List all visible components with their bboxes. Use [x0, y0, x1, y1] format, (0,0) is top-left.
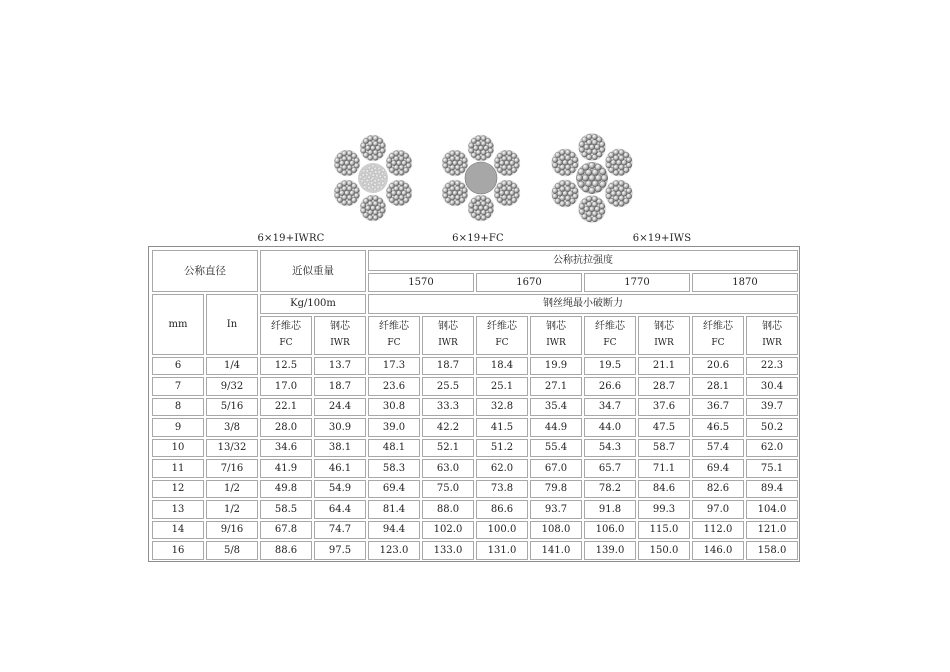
table-cell: 106.0: [584, 521, 636, 540]
table-cell: 17.3: [368, 357, 420, 376]
table-cell: 41.9: [260, 459, 312, 478]
table-cell: 9: [152, 418, 204, 437]
table-cell: 5/16: [206, 398, 258, 417]
table-cell: 34.7: [584, 398, 636, 417]
grade-1770-header: 1770: [584, 273, 690, 293]
table-cell: 86.6: [476, 500, 528, 519]
table-cell: 58.3: [368, 459, 420, 478]
table-cell: 46.1: [314, 459, 366, 478]
table-cell: 115.0: [638, 521, 690, 540]
spec-table-frame: [148, 246, 800, 562]
steel-core-label: 钢芯: [762, 321, 782, 333]
table-cell: 48.1: [368, 439, 420, 458]
steel-core-code: IWR: [546, 338, 566, 349]
fiber-core-subheader: [476, 316, 528, 355]
table-cell: 27.1: [530, 377, 582, 396]
table-cell: 28.1: [692, 377, 744, 396]
table-cell: 139.0: [584, 541, 636, 560]
table-cell: 69.4: [692, 459, 744, 478]
mm-column-header: mm: [152, 294, 204, 355]
table-cell: 74.7: [314, 521, 366, 540]
steel-core-subheader: [314, 316, 366, 355]
table-cell: 34.6: [260, 439, 312, 458]
table-cell: 75.1: [746, 459, 798, 478]
table-row: [152, 398, 798, 417]
table-cell: 97.5: [314, 541, 366, 560]
table-cell: 158.0: [746, 541, 798, 560]
table-cell: 88.6: [260, 541, 312, 560]
table-row: [152, 500, 798, 519]
table-cell: 14: [152, 521, 204, 540]
table-cell: 18.7: [314, 377, 366, 396]
table-row: [152, 521, 798, 540]
fiber-core-code: FC: [495, 338, 509, 349]
table-cell: 62.0: [476, 459, 528, 478]
table-cell: 26.6: [584, 377, 636, 396]
steel-core-label: 钢芯: [438, 321, 458, 333]
fiber-core-label: 纤维芯: [703, 321, 733, 333]
table-cell: 13: [152, 500, 204, 519]
table-cell: 55.4: [530, 439, 582, 458]
table-cell: 41.5: [476, 418, 528, 437]
grade-1570-header: 1570: [368, 273, 474, 293]
approx-weight-header: 近似重量: [260, 250, 366, 292]
table-cell: 88.0: [422, 500, 474, 519]
table-cell: 8: [152, 398, 204, 417]
table-cell: 32.8: [476, 398, 528, 417]
table-cell: 9/32: [206, 377, 258, 396]
table-cell: 112.0: [692, 521, 744, 540]
figure-caption-fc: 6×19+FC: [452, 233, 504, 244]
table-cell: 62.0: [746, 439, 798, 458]
table-cell: 102.0: [422, 521, 474, 540]
table-cell: 89.4: [746, 480, 798, 499]
table-cell: 16: [152, 541, 204, 560]
fiber-core-code: FC: [711, 338, 725, 349]
wire-rope-spec-table: [150, 248, 800, 562]
table-cell: 123.0: [368, 541, 420, 560]
table-cell: 82.6: [692, 480, 744, 499]
table-cell: 42.2: [422, 418, 474, 437]
table-cell: 25.5: [422, 377, 474, 396]
fiber-core-subheader: [368, 316, 420, 355]
table-cell: 97.0: [692, 500, 744, 519]
figure-caption-iwrc: 6×19+IWRC: [257, 233, 325, 244]
table-cell: 47.5: [638, 418, 690, 437]
table-cell: 30.8: [368, 398, 420, 417]
table-cell: 39.0: [368, 418, 420, 437]
table-cell: 131.0: [476, 541, 528, 560]
table-row: [152, 377, 798, 396]
table-cell: 28.7: [638, 377, 690, 396]
table-cell: 7: [152, 377, 204, 396]
table-cell: 146.0: [692, 541, 744, 560]
steel-core-code: IWR: [330, 338, 350, 349]
table-cell: 52.1: [422, 439, 474, 458]
table-cell: 71.1: [638, 459, 690, 478]
table-cell: 9/16: [206, 521, 258, 540]
table-row: [152, 357, 798, 376]
table-cell: 78.2: [584, 480, 636, 499]
table-cell: 30.4: [746, 377, 798, 396]
table-cell: 19.9: [530, 357, 582, 376]
table-cell: 5/8: [206, 541, 258, 560]
table-cell: 64.4: [314, 500, 366, 519]
fiber-core-label: 纤维芯: [379, 321, 409, 333]
table-cell: 1/2: [206, 500, 258, 519]
table-cell: 33.3: [422, 398, 474, 417]
table-cell: 24.4: [314, 398, 366, 417]
table-cell: 99.3: [638, 500, 690, 519]
fiber-core-subheader: [260, 316, 312, 355]
table-cell: 54.3: [584, 439, 636, 458]
table-cell: 44.9: [530, 418, 582, 437]
table-cell: 79.8: [530, 480, 582, 499]
table-cell: 81.4: [368, 500, 420, 519]
table-cell: 10: [152, 439, 204, 458]
steel-core-subheader: [638, 316, 690, 355]
table-cell: 46.5: [692, 418, 744, 437]
table-cell: 38.1: [314, 439, 366, 458]
steel-core-subheader: [422, 316, 474, 355]
table-cell: 94.4: [368, 521, 420, 540]
table-cell: 22.1: [260, 398, 312, 417]
table-cell: 63.0: [422, 459, 474, 478]
steel-core-subheader: [530, 316, 582, 355]
table-cell: 3/8: [206, 418, 258, 437]
table-cell: 13/32: [206, 439, 258, 458]
fiber-core-code: FC: [603, 338, 617, 349]
table-cell: 23.6: [368, 377, 420, 396]
table-cell: 104.0: [746, 500, 798, 519]
table-cell: 28.0: [260, 418, 312, 437]
table-cell: 6: [152, 357, 204, 376]
fiber-core-subheader: [584, 316, 636, 355]
table-cell: 21.1: [638, 357, 690, 376]
fiber-core-label: 纤维芯: [271, 321, 301, 333]
rope-cross-section-iwrc: [323, 128, 423, 228]
table-cell: 49.8: [260, 480, 312, 499]
table-cell: 30.9: [314, 418, 366, 437]
table-cell: 58.7: [638, 439, 690, 458]
table-cell: 12: [152, 480, 204, 499]
steel-core-subheader: [746, 316, 798, 355]
table-cell: 7/16: [206, 459, 258, 478]
table-cell: 141.0: [530, 541, 582, 560]
table-cell: 67.0: [530, 459, 582, 478]
table-cell: 36.7: [692, 398, 744, 417]
table-cell: 19.5: [584, 357, 636, 376]
table-cell: 25.1: [476, 377, 528, 396]
weight-unit-header: Kg/100m: [260, 294, 366, 314]
table-cell: 100.0: [476, 521, 528, 540]
table-cell: 51.2: [476, 439, 528, 458]
fiber-core-code: FC: [387, 338, 401, 349]
table-row: [152, 459, 798, 478]
table-cell: 54.9: [314, 480, 366, 499]
steel-core-code: IWR: [654, 338, 674, 349]
steel-core-label: 钢芯: [330, 321, 350, 333]
table-cell: 69.4: [368, 480, 420, 499]
table-row: [152, 480, 798, 499]
table-cell: 67.8: [260, 521, 312, 540]
table-cell: 12.5: [260, 357, 312, 376]
table-cell: 133.0: [422, 541, 474, 560]
table-cell: 1/2: [206, 480, 258, 499]
table-row: [152, 541, 798, 560]
table-cell: 93.7: [530, 500, 582, 519]
table-cell: 65.7: [584, 459, 636, 478]
table-row: [152, 418, 798, 437]
table-cell: 22.3: [746, 357, 798, 376]
table-cell: 108.0: [530, 521, 582, 540]
table-row: [152, 439, 798, 458]
grade-1670-header: 1670: [476, 273, 582, 293]
table-cell: 35.4: [530, 398, 582, 417]
table-cell: 121.0: [746, 521, 798, 540]
table-cell: 75.0: [422, 480, 474, 499]
table-cell: 50.2: [746, 418, 798, 437]
table-cell: 58.5: [260, 500, 312, 519]
steel-core-label: 钢芯: [654, 321, 674, 333]
figure-caption-iws: 6×19+IWS: [632, 233, 692, 244]
table-cell: 18.4: [476, 357, 528, 376]
fiber-core-label: 纤维芯: [487, 321, 517, 333]
min-breaking-force-header: 钢丝绳最小破断力: [368, 294, 798, 314]
table-cell: 18.7: [422, 357, 474, 376]
table-cell: 44.0: [584, 418, 636, 437]
table-cell: 39.7: [746, 398, 798, 417]
nominal-diameter-header: 公称直径: [152, 250, 258, 292]
table-cell: 73.8: [476, 480, 528, 499]
table-cell: 20.6: [692, 357, 744, 376]
table-cell: 11: [152, 459, 204, 478]
grade-1870-header: 1870: [692, 273, 798, 293]
table-cell: 13.7: [314, 357, 366, 376]
table-cell: 150.0: [638, 541, 690, 560]
table-cell: 37.6: [638, 398, 690, 417]
tensile-strength-header: 公称抗拉强度: [368, 250, 798, 271]
steel-core-label: 钢芯: [546, 321, 566, 333]
rope-cross-section-fc: [431, 128, 531, 228]
table-cell: 1/4: [206, 357, 258, 376]
fiber-core-label: 纤维芯: [595, 321, 625, 333]
steel-core-code: IWR: [762, 338, 782, 349]
rope-cross-section-iws: [542, 128, 642, 228]
in-column-header: In: [206, 294, 258, 355]
table-cell: 17.0: [260, 377, 312, 396]
table-cell: 57.4: [692, 439, 744, 458]
fiber-core-subheader: [692, 316, 744, 355]
fiber-core-code: FC: [279, 338, 293, 349]
table-cell: 91.8: [584, 500, 636, 519]
table-cell: 84.6: [638, 480, 690, 499]
steel-core-code: IWR: [438, 338, 458, 349]
